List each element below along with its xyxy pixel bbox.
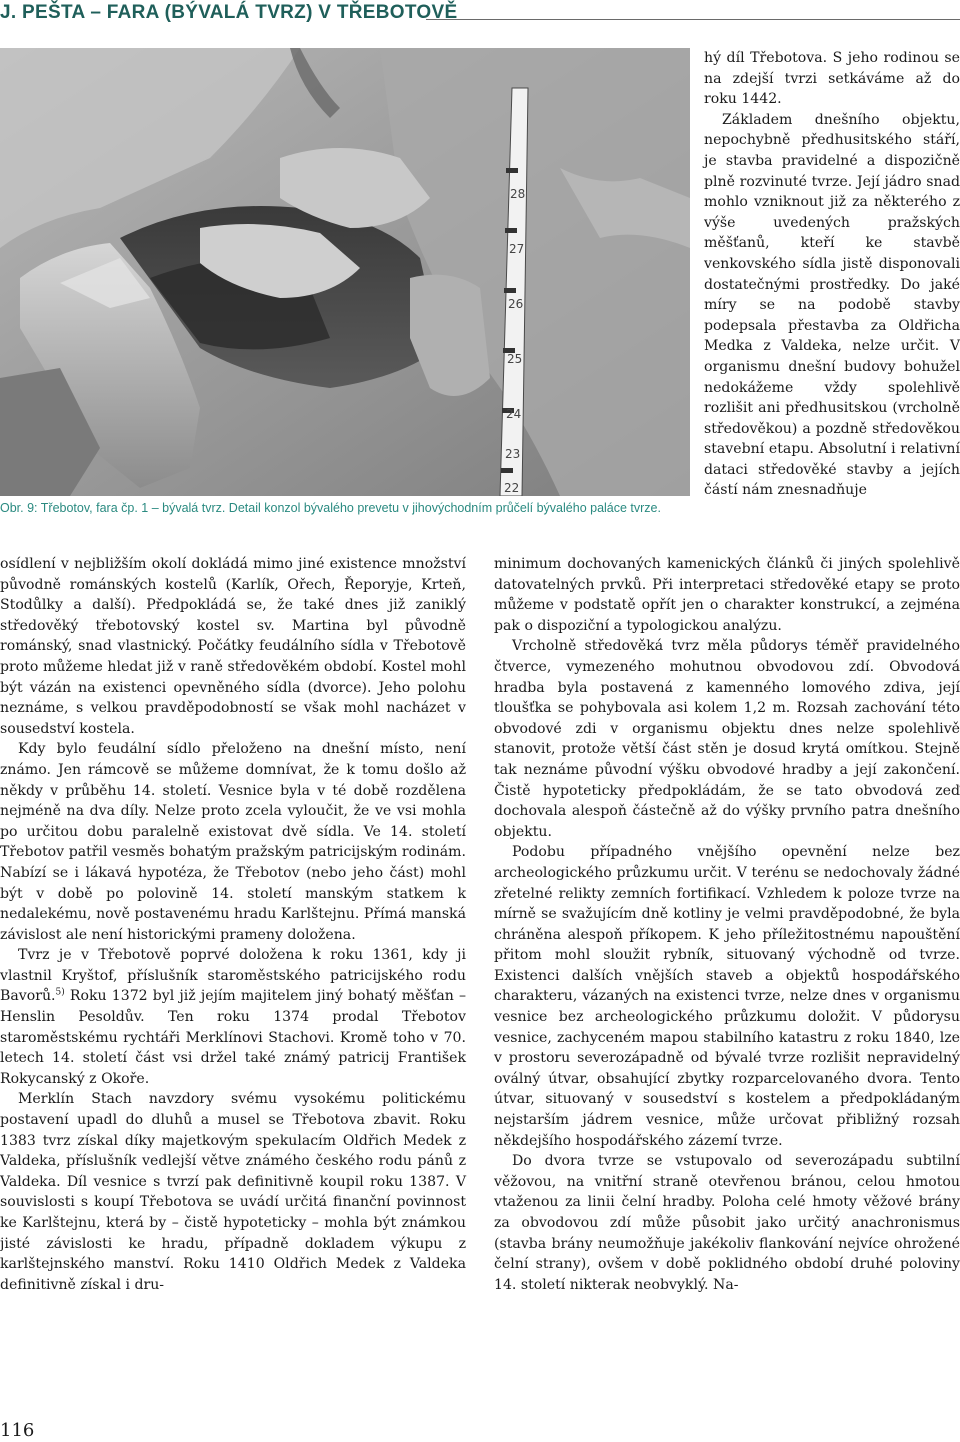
ruler-mark-25: 25: [507, 352, 523, 366]
paragraph: Do dvora tvrze se vstupovalo od severozápadu subtilní věžovou, na vnitřní straně otevřenou bránou, celou hmotou vtaženou za linii čelní hradby. Poloha celé hmoty věžové brány za obvodovou zdí může působit jako určitý anachronismus (stavba brány neumožňuje jakékoliv flankování nejvíce ohrožené čelní strany), ovšem v době poklidného období druhé poloviny 14. století nikterak neobvyklý. Na-: [494, 1153, 960, 1293]
ruler-mark-27: 27: [509, 242, 525, 256]
paragraph: Základem dnešního objektu, nepochybně předhusitského stáří, je stavba pravidelné a dispozičně plně rozvinuté tvrze. Její jádro snad mohlo vzniknout již za některého z výše uvedených pražských měšťanů, kteří ke stavbě venkovského sídla jistě disponovali dostatečnými prostředky. Do jaké míry se na podobě stavby podepsala přestavba za Oldřicha Medka z Valdeka, nelze určit. V organismu dnešní budovy bohužel nedokážeme vždy spolehlivě rozlišit ani předhusitskou (vrcholně středověkou) a pozdně středověkou stavební etapu. Absolutní i relativní dataci středověké stavby a jejích částí nám znesnadňuje: [704, 111, 960, 499]
paragraph: hý díl Třebotova. S jeho rodinou se na zdejší tvrzi setkáváme až do roku 1442.: [704, 50, 960, 108]
left-column: [0, 554, 466, 1295]
ruler-mark-22: 22: [504, 481, 520, 495]
right-column: [494, 554, 960, 1295]
paragraph-text: Tvrz je v Třebotově poprvé doložena k roku 1361, kdy ji vlastnil Kryštof, příslušník staroměstského patricijského rodu Bavorů.: [0, 947, 466, 1005]
running-header-title: J. PEŠTA – FARA (BÝVALÁ TVRZ) V TŘEBOTOVĚ: [0, 2, 458, 23]
ruler-mark-26: 26: [508, 297, 524, 311]
paragraph: Vrcholně středověká tvrz měla půdorys téměř pravidelného čtverce, vymezeného mohutnou obvodovou zdí. Obvodová hradba byla postavená z kamenného lomového zdiva, její tloušťka se pohybovala asi kolem 1,2 m. Rozsah zachování této obvodové zdi v organismu objektu dnes nelze spolehlivě stanovit, protože větší část stěn je dosud krytá omítkou. Stejně tak neznáme původní výšku obvodové hradby a její zakončení. Čistě hypoteticky předpokládám, že se tato obvodová zeď dochovala alespoň částečně až do výšky prvního patra dnešního objektu.: [494, 638, 960, 840]
figure-photo-corbels: [0, 48, 690, 496]
ruler-mark-28: 28: [510, 187, 526, 201]
right-column-top: [704, 48, 960, 501]
figure-caption: Obr. 9: Třebotov, fara čp. 1 – bývalá tvrz. Detail konzol bývalého prevetu v jihovýchodním průčelí bývalého paláce tvrze.: [0, 501, 661, 515]
paragraph: Podobu případného vnějšího opevnění nelze bez archeologického průzkumu určit. V terénu se nedochovaly žádné zřetelné relikty zemních fortifikací. Vzhledem k poloze tvrze na mírně se svažujícím dně kotliny je velmi pravděpodobné, že byla chráněna alespoň příkopem. K jeho příležitostnému napouštění přitom mohl sloužit rybník, situovaný východně od tvrze. Existenci dalších vnějších staveb a objektů hospodářského charakteru, vázaných na existenci tvrze, nelze dnes v organismu vesnice bez archeologického průzkumu doložit. V půdorysu vesnice, zachyceném mapou stabilního katastru z roku 1840, lze v prostoru severozápadně od bývalé tvrze rozlišit nepravidelný oválný útvar, obsahující zbytky rozparcelovaného dvora. Tento útvar, situovaný v sousedství s kostelem a předpokládaným nejstarším jádrem vesnice, může určovat přibližný rozsah někdejšího hospodářského zázemí tvrze.: [494, 844, 960, 1149]
ruler-mark-24: 24: [506, 407, 522, 421]
paragraph: minimum dochovaných kamenických článků či jiných spolehlivě datovatelných prvků. Při interpretaci středověké etapy se proto můžeme v podstatě opřít jen o charakter konstrukcí, a zejména pak o dispoziční a typologickou analýzu.: [494, 556, 960, 634]
paragraph: Kdy bylo feudální sídlo přeloženo na dnešní místo, není známo. Jen rámcově se můžeme domnívat, že k tomu došlo až někdy v průběhu 14. století. Vesnice byla v té době rozdělena nejméně na dva díly. Nelze proto zcela vyloučit, že ve vsi mohla po určitou dobu paralelně existovat dvě sídla. Ve 14. století Třebotov patřil vesměs bohatým pražským patricijským rodinám. Nabízí se i lákavá hypotéza, že Třebotov (nebo jeho část) mohl být v době po polovině 14. století manským statkem k nedalekému, nově postavenému hradu Karlštejnu. Přímá manská závislost ale není historickými prameny doložena.: [0, 741, 466, 943]
footnote-reference: 5): [55, 987, 65, 998]
paragraph-text: Roku 1372 byl již jejím majitelem jiný bohatý měšťan – Henslin Pesoldův. Ten roku 1374 prodal Třebotov staroměstskému rychtáři Merklínovi Stachovi. Kromě toho v 70. letech 14. století část vsi držel také známý patricij František Rokycanský z Okoře.: [0, 988, 466, 1087]
header-rule: [426, 19, 960, 20]
paragraph: [0, 945, 466, 1089]
ruler-mark-23: 23: [505, 447, 521, 461]
paragraph: Merklín Stach navzdory svému vysokému politickému postavení upadl do dluhů a musel se Třebotova zbavit. Roku 1383 tvrz získal díky majetkovým spekulacím Oldřich Medek z Valdeka, příslušník vedlejší větve známého českého rodu pánů z Valdeka. Díl vesnice s tvrzí pak definitivně koupil roku 1387. V souvislosti s koupí Třebotova se uvádí určitá finanční povinnost ke Karlštejnu, která by – čistě hypoteticky – mohla být známkou jisté závislosti ke hradu, případně dokladem výkupu z karlštejnského manství. Roku 1410 Oldřich Medek z Valdeka definitivně získal i dru-: [0, 1091, 466, 1293]
paragraph: osídlení v nejbližším okolí dokládá mimo jiné existence množství původně románských kostelů (Karlík, Ořech, Řeporyje, Krteň, Stodůlky a další). Předpokládá se, že také dnes již zaniklý středověký třebotovský kostel sv. Martina byl původně románský, snad vlastnický. Počátky feudálního sídla v Třebotově proto můžeme hledat již v raně středověkém období. Kostel mohl být vázán na existenci opevněného sídla (dvorce). Jeho polohu neznáme, s velkou pravděpodobností se však mohl nacházet v sousedství kostela.: [0, 556, 466, 737]
page-number: 116: [0, 1420, 35, 1441]
